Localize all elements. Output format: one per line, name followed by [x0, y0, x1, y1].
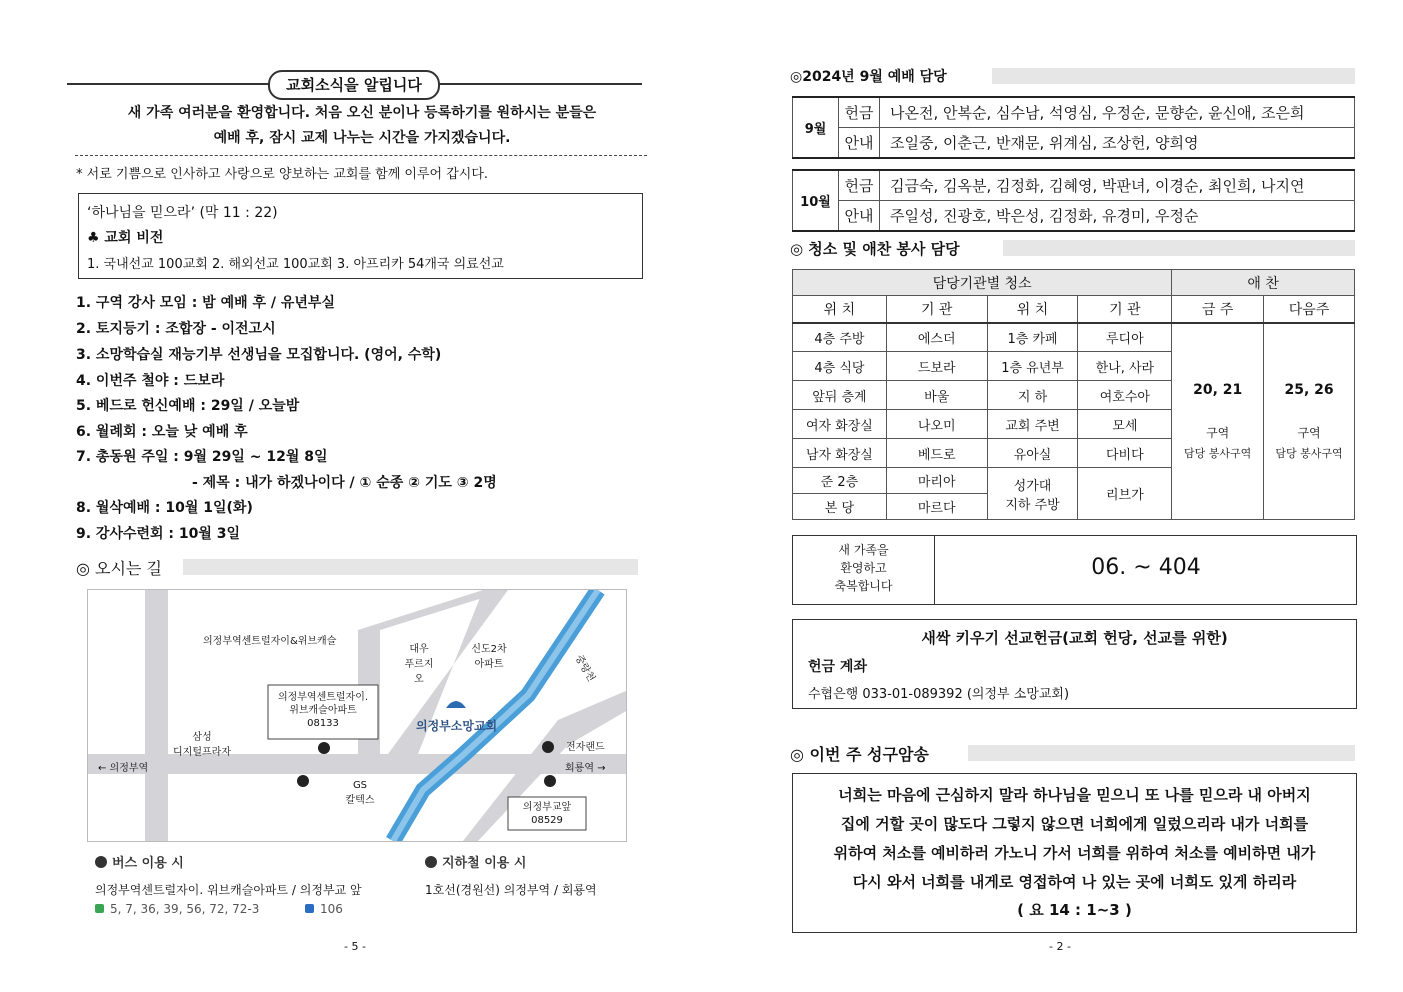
- header-clean: 담당기관별 청소: [793, 270, 1172, 296]
- rota-label: 헌금: [839, 97, 880, 128]
- news-item: 7. 총동원 주일 : 9월 29일 ~ 12월 8일: [76, 449, 328, 465]
- table-cell: 여자 화장실: [793, 410, 887, 439]
- memory-line: 너희는 마음에 근심하지 말라 하나님을 믿으니 또 나를 믿으라 내 아버지: [838, 786, 1311, 804]
- map-label: [464, 640, 514, 670]
- news-item: - 제목 : 내가 하겠나이다 / ① 순종 ② 기도 ③ 2명: [192, 475, 497, 491]
- rota-names: 주일성, 진광호, 박은성, 김정화, 유경미, 우정순: [880, 201, 1355, 232]
- new-family-line: 환영하고: [840, 561, 887, 575]
- table-cell: 교회 주변: [987, 410, 1078, 439]
- vision-title: ♣ 교회 비전: [87, 230, 164, 246]
- cleaning-title-bar: [1003, 240, 1355, 256]
- cell-line: 지하 주방: [1005, 497, 1060, 513]
- subway-title: [425, 852, 526, 871]
- bus-green-lines: [95, 902, 259, 916]
- bus-title: [95, 852, 184, 871]
- map-label-line: 대우: [409, 644, 429, 655]
- table-cell: 1층 카페: [987, 323, 1078, 352]
- memory-title-bar: [968, 745, 1355, 761]
- mission-label: 헌금 계좌: [808, 659, 867, 675]
- new-family-line: 새 가족을: [838, 543, 889, 557]
- memory-title: ◎ 이번 주 성구암송: [790, 745, 929, 764]
- page-number: - 2 -: [1049, 940, 1071, 953]
- rota-names: 나온전, 안복순, 심수남, 석영심, 우정순, 문향순, 윤신애, 조은희: [880, 97, 1355, 128]
- table-cell: 유아실: [987, 439, 1078, 468]
- map-label: ← 의정부역: [98, 763, 149, 774]
- new-family-line: 축복합니다: [834, 579, 893, 593]
- table-cell: 나오미: [886, 410, 987, 439]
- news-item: 4. 이번주 철야 : 드보라: [76, 373, 225, 389]
- news-item: 1. 구역 강사 모임 : 밤 예배 후 / 유년부실: [76, 295, 335, 311]
- greeting-note: * 서로 기쁨으로 인사하고 사랑으로 양보하는 교회를 함께 이루어 갑시다.: [76, 167, 489, 182]
- map-label-line: 의정부역센트럴자이.: [277, 692, 369, 703]
- subway-icon: [425, 856, 437, 868]
- news-item: 2. 토지등기 : 조합장 - 이전고시: [76, 321, 276, 337]
- table-cell: 준 2층: [793, 468, 887, 494]
- news-item: 9. 강사수련회 : 10월 3일: [76, 526, 241, 542]
- memory-line: 다시 와서 너희를 내게로 영접하여 나 있는 곳에 너희도 있게 하리라: [852, 873, 1297, 891]
- october-rota: [792, 169, 1355, 232]
- bus-icon: [95, 856, 107, 868]
- map-label-line: 의정부교앞: [522, 802, 572, 813]
- table-cell: 에스더: [886, 323, 987, 352]
- table-cell: 마리아: [886, 468, 987, 494]
- subway-title-text: 지하철 이용 시: [442, 856, 527, 871]
- table-cell: 1층 유년부: [987, 352, 1078, 381]
- green-bus-numbers: 5, 7, 36, 39, 56, 72, 72-3: [110, 902, 260, 916]
- worship-title-bar: [992, 68, 1355, 84]
- col-header: 다음주: [1264, 296, 1355, 323]
- new-family-value: 06. ~ 404: [1091, 555, 1201, 580]
- map-label-line: GS: [352, 780, 368, 791]
- table-cell: 4층 식당: [793, 352, 887, 381]
- mission-account: 수협은행 033-01-089392 (의정부 소망교회): [808, 687, 1070, 702]
- rota-month: 9월: [793, 97, 839, 158]
- map-label-line: 칼텍스: [345, 795, 375, 806]
- mission-title: 새싹 키우기 선교헌금(교회 헌당, 선교를 위한): [921, 629, 1228, 647]
- rota-names: 조일중, 이춘근, 반재문, 위계심, 조상헌, 양희영: [880, 128, 1355, 159]
- meal-next-desc: 담당 봉사구역: [1275, 446, 1343, 460]
- col-header: 위 치: [793, 296, 887, 323]
- welcome-line-2: 예배 후, 잠시 교제 나누는 시간을 가지겠습니다.: [213, 130, 511, 146]
- worship-title: ◎2024년 9월 예배 담당: [790, 69, 947, 85]
- meal-this-week: [1172, 323, 1264, 520]
- meal-this-gu: 구역: [1206, 425, 1230, 440]
- map-label-line: 아파트: [474, 659, 504, 670]
- green-bus-icon: [95, 904, 104, 913]
- table-cell: 4층 주방: [793, 323, 887, 352]
- map-label-line: 디지털프라자: [173, 747, 231, 758]
- banner-title: 교회소식을 알립니다: [268, 70, 440, 100]
- blue-bus-icon: [305, 904, 314, 913]
- header-meal: 애 찬: [1172, 270, 1355, 296]
- directions-title-bar: [183, 559, 638, 575]
- page-number: - 5 -: [344, 940, 366, 953]
- church-label: 의정부소망교회: [416, 719, 498, 733]
- blue-bus-numbers: 106: [320, 902, 343, 916]
- bus-title-text: 버스 이용 시: [112, 856, 184, 871]
- directions-title: ◎ 오시는 길: [76, 559, 162, 578]
- table-cell: 베드로: [886, 439, 987, 468]
- map-label-line: 삼성: [192, 732, 212, 743]
- new-family-label: [793, 536, 935, 604]
- bus-stops: 의정부역센트럴자이. 위브캐슬아파트 / 의정부교 앞: [95, 883, 362, 897]
- map-label: 전자랜드: [566, 742, 605, 753]
- news-item: 6. 월례회 : 오늘 낮 예배 후: [76, 424, 248, 440]
- table-cell: [987, 468, 1078, 520]
- table-cell: 본 당: [793, 494, 887, 520]
- meal-next-number: 25, 26: [1284, 381, 1334, 398]
- cleaning-title: ◎ 청소 및 애찬 봉사 담당: [790, 240, 960, 258]
- col-header: 금 주: [1172, 296, 1264, 323]
- map-label: 의정부역센트럴자이&위브캐슬: [203, 636, 337, 647]
- bus-stop-label: [509, 801, 585, 827]
- map-label-line: 위브캐슬아파트: [289, 705, 357, 716]
- table-cell: 루디아: [1078, 323, 1172, 352]
- river-label: 중랑천: [572, 653, 597, 684]
- welcome-line-1: 새 가족 여러분을 환영합니다. 처음 오신 분이나 등록하기를 원하시는 분들은: [127, 105, 597, 121]
- meal-this-desc: 담당 봉사구역: [1184, 446, 1252, 460]
- bus-blue-lines: [305, 902, 343, 916]
- table-cell: 한나, 사라: [1078, 352, 1172, 381]
- table-cell: 앞뒤 층계: [793, 381, 887, 410]
- rota-month: 10월: [793, 170, 839, 231]
- september-rota: [792, 96, 1355, 159]
- cleaning-table: [792, 269, 1355, 520]
- meal-this-number: 20, 21: [1193, 381, 1243, 398]
- table-cell: 모세: [1078, 410, 1172, 439]
- col-header: 위 치: [987, 296, 1078, 323]
- bus-stop-label: [270, 691, 376, 730]
- rota-label: 헌금: [839, 170, 880, 201]
- map-label: [340, 780, 380, 806]
- table-cell: 지 하: [987, 381, 1078, 410]
- col-header: 기 관: [1078, 296, 1172, 323]
- map-label-line: 신도2차: [471, 644, 507, 655]
- rota-names: 김금숙, 김옥분, 김정화, 김혜영, 박판녀, 이경순, 최인희, 나지연: [880, 170, 1355, 201]
- news-item: 5. 베드로 헌신예배 : 29일 / 오늘밤: [76, 398, 300, 414]
- memory-reference: ( 요 14 : 1~3 ): [1017, 901, 1132, 919]
- location-map: [87, 589, 627, 842]
- table-cell: 드보라: [886, 352, 987, 381]
- table-cell: 여호수아: [1078, 381, 1172, 410]
- table-row: [793, 323, 1355, 352]
- news-item: 3. 소망학습실 재능기부 선생님을 모집합니다. (영어, 수학): [76, 347, 442, 363]
- news-item: 8. 월삭예배 : 10월 1일(화): [76, 500, 253, 516]
- map-label: [401, 640, 437, 685]
- vision-items: 1. 국내선교 100교회 2. 해외선교 100교회 3. 아프리카 54개국 의료선교: [87, 257, 504, 272]
- table-cell: 마르다: [886, 494, 987, 520]
- memory-line: 집에 거할 곳이 많도다 그렇지 않으면 너희에게 일렀으리라 내가 너희를: [840, 815, 1309, 833]
- subway-stations: 1호선(경원선) 의정부역 / 회룡역: [425, 883, 597, 897]
- meal-next-week: [1264, 323, 1355, 520]
- vision-verse: ‘하나님을 믿으라’ (막 11 : 22): [87, 205, 278, 221]
- map-label-line: 푸르지오: [404, 659, 434, 685]
- map-label: [170, 728, 234, 758]
- rota-label: 안내: [839, 128, 880, 159]
- rota-label: 안내: [839, 201, 880, 232]
- map-label-line: 08529: [531, 815, 563, 826]
- map-label-line: 08133: [307, 718, 339, 729]
- cell-line: 성가대: [1013, 478, 1052, 494]
- meal-next-gu: 구역: [1297, 425, 1321, 440]
- table-cell: 다비다: [1078, 439, 1172, 468]
- map-label: 회룡역 →: [565, 763, 606, 774]
- dashed-divider: [75, 155, 647, 156]
- memory-line: 위하여 처소를 예비하러 가노니 가서 너희를 위하여 처소를 예비하면 내가: [833, 844, 1316, 862]
- table-cell: 남자 화장실: [793, 439, 887, 468]
- col-header: 기 관: [886, 296, 987, 323]
- table-cell: 리브가: [1078, 468, 1172, 520]
- table-cell: 바울: [886, 381, 987, 410]
